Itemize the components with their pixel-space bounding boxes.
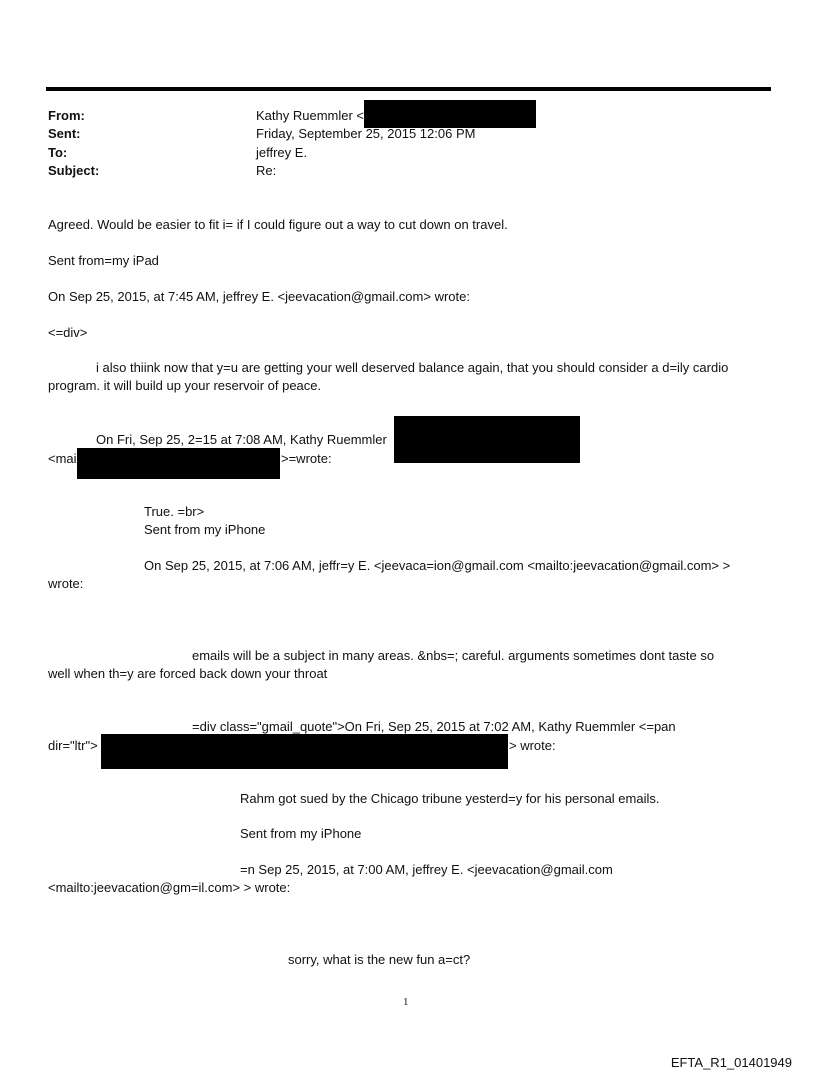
subject-value: Re: bbox=[256, 163, 277, 178]
body-line: On Sep 25, 2015, at 7:45 AM, jeffrey E. <jeevacation@gmail.com> wrote: bbox=[48, 289, 470, 304]
redaction-box bbox=[394, 416, 580, 463]
to-value: jeffrey E. bbox=[256, 145, 308, 160]
body-line: <=div> bbox=[48, 325, 88, 340]
body-line: wrote: bbox=[48, 576, 84, 591]
sent-value: Friday, September 25, 2015 12:06 PM bbox=[256, 126, 476, 141]
body-line: > wrote: bbox=[509, 738, 556, 753]
redaction-box bbox=[77, 448, 280, 479]
body-line: <mailto:jeevacation@gm=il.com> > wrote: bbox=[48, 880, 291, 895]
body-line: i also thiink now that y=u are getting your well deserved balance again, that you should consider a d=ily cardio bbox=[96, 360, 729, 375]
body-line: =div class="gmail_quote">On Fri, Sep 25, 2015 at 7:02 AM, Kathy Ruemmler <=pan bbox=[192, 719, 676, 734]
redaction-box bbox=[101, 734, 508, 769]
subject-label: Subject: bbox=[48, 163, 100, 178]
body-line: <mai bbox=[48, 451, 77, 466]
body-line: dir="ltr"> bbox=[48, 738, 98, 753]
body-line: emails will be a subject in many areas. &nbs=; careful. arguments sometimes dont taste so bbox=[192, 648, 715, 663]
header-rule bbox=[46, 87, 771, 91]
document-id: EFTA_R1_01401949 bbox=[670, 1055, 792, 1070]
body-line: sorry, what is the new fun a=ct? bbox=[288, 952, 471, 967]
body-line: well when th=y are forced back down your throat bbox=[48, 666, 328, 681]
body-line: program. it will build up your reservoir of peace. bbox=[48, 378, 322, 393]
to-label: To: bbox=[48, 145, 68, 160]
body-line: =n Sep 25, 2015, at 7:00 AM, jeffrey E. <jeevacation@gmail.com bbox=[240, 862, 613, 877]
body-line: Agreed. Would be easier to fit i= if I could figure out a way to cut down on travel. bbox=[48, 217, 508, 232]
page-number: 1 bbox=[403, 996, 409, 1008]
from-label: From: bbox=[48, 108, 85, 123]
body-line: On Fri, Sep 25, 2=15 at 7:08 AM, Kathy Ruemmler bbox=[96, 432, 387, 447]
body-line: True. =br> bbox=[144, 504, 205, 519]
body-line: Rahm got sued by the Chicago tribune yesterd=y for his personal emails. bbox=[240, 791, 660, 806]
sent-label: Sent: bbox=[48, 126, 81, 141]
body-line: Sent from my iPhone bbox=[144, 522, 266, 537]
from-value: Kathy Ruemmler < bbox=[256, 108, 365, 123]
body-line: Sent from=my iPad bbox=[48, 253, 159, 268]
redaction-box bbox=[364, 100, 536, 128]
body-line: >=wrote: bbox=[281, 451, 332, 466]
body-line: On Sep 25, 2015, at 7:06 AM, jeffr=y E. <jeevaca=ion@gmail.com <mailto:jeevacation@gmail.com> > bbox=[144, 558, 731, 573]
body-line: Sent from my iPhone bbox=[240, 826, 362, 841]
